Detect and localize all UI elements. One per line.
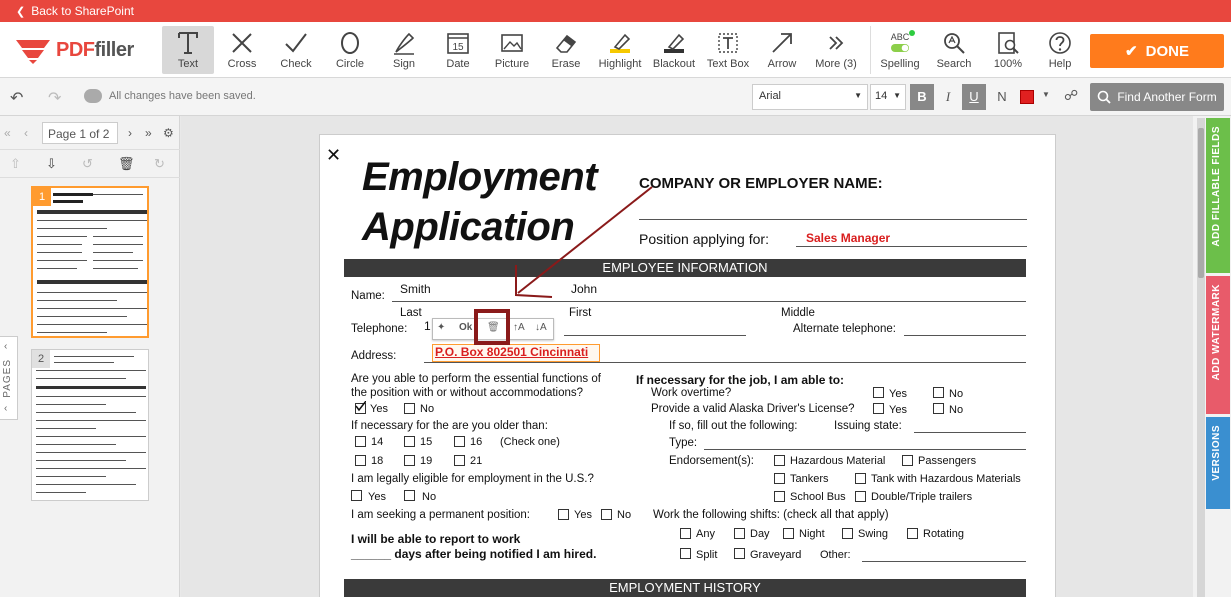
move-page-up-icon[interactable]: ⇧ — [10, 156, 21, 171]
label-age: 21 — [470, 455, 483, 467]
checkbox-shift-graveyard[interactable] — [734, 548, 745, 559]
logo-mark-icon — [14, 36, 52, 64]
company-label: COMPANY OR EMPLOYER NAME: — [639, 175, 883, 192]
address-value: P.O. Box 802501 Cincinnati — [435, 345, 589, 359]
checkbox-age-18[interactable] — [355, 455, 366, 466]
label-yes: Yes — [889, 388, 907, 400]
thumb-text — [37, 260, 87, 261]
thumb-text — [53, 200, 83, 203]
q-eligible: I am legally eligible for employment in the U.S.? — [351, 473, 594, 485]
thumb-text — [37, 316, 127, 317]
tool-date-label: Date — [446, 58, 470, 70]
tool-spelling[interactable] — [874, 26, 926, 74]
label-endorsement: Tankers — [790, 473, 829, 485]
thumb-section — [37, 280, 147, 284]
page-label: Page 1 of 2 — [48, 127, 110, 141]
thumb-text — [37, 244, 82, 245]
tool-zoom[interactable] — [982, 26, 1034, 74]
label-no: No — [420, 403, 435, 415]
label-age: 15 — [420, 436, 433, 448]
dropdown-arrow-icon: ▼ — [854, 91, 862, 100]
tab-add-fillable-fields-label: ADD FILLABLE FIELDS — [1211, 126, 1222, 247]
label-no: No — [949, 404, 964, 416]
thumb-section — [37, 210, 147, 214]
tool-check-label: Check — [280, 58, 312, 70]
save-status-text: All changes have been saved. — [109, 90, 256, 102]
checkbox-age-21[interactable] — [454, 455, 465, 466]
checkbox-eligible-yes[interactable] — [351, 490, 362, 501]
label-age: 18 — [371, 455, 384, 467]
page-number-field[interactable] — [42, 122, 118, 144]
chat-bubble-icon — [84, 89, 102, 103]
last-label: Last — [400, 307, 422, 319]
chevron-left-icon: ❮ — [16, 5, 26, 18]
tool-circle-label: Circle — [335, 58, 365, 70]
label-yes: Yes — [368, 491, 386, 503]
checkbox-shift-day[interactable] — [734, 528, 745, 539]
thumb-text — [36, 444, 116, 445]
text-box-icon — [715, 30, 741, 56]
tool-cross[interactable] — [216, 26, 268, 74]
q-job-able: If necessary for the job, I am able to: — [636, 373, 845, 387]
highlighter-icon — [607, 30, 633, 56]
circle-icon — [337, 30, 363, 56]
checkbox-essential-no[interactable] — [404, 403, 415, 414]
find-another-form-button[interactable] — [1090, 83, 1224, 111]
middle-label: Middle — [781, 307, 815, 319]
label-shift: Swing — [858, 528, 888, 540]
label-endorsement: Tank with Hazardous Materials — [871, 473, 1021, 485]
tool-search-label: Search — [936, 58, 972, 70]
italic-button[interactable]: I — [945, 89, 951, 104]
main-toolbar — [0, 22, 1231, 78]
cross-icon — [229, 30, 255, 56]
thumb-text — [54, 356, 134, 357]
checkbox-license-yes[interactable] — [873, 403, 884, 414]
gear-icon[interactable]: ⚙ — [163, 126, 174, 140]
position-value[interactable]: Sales Manager — [806, 231, 891, 245]
eraser-icon — [553, 30, 579, 56]
back-label: Back to SharePoint — [31, 4, 134, 18]
normal-button[interactable]: N — [997, 89, 1007, 104]
tool-picture[interactable] — [486, 26, 538, 74]
tool-highlight[interactable] — [594, 26, 646, 74]
tool-help-label: Help — [1048, 58, 1072, 70]
telephone-label: Telephone: — [351, 323, 408, 335]
pages-panel-toggle[interactable] — [0, 336, 18, 420]
double-chevron-icon — [823, 30, 849, 56]
calendar-icon — [445, 30, 471, 56]
label-shift: Any — [696, 528, 715, 540]
checkbox-school-bus[interactable] — [774, 491, 785, 502]
thumb-text — [37, 236, 87, 237]
label-endorsement: Hazardous Material — [790, 455, 886, 467]
other-label: Other: — [820, 549, 851, 561]
pages-panel — [0, 116, 180, 597]
q-overtime: Work overtime? — [651, 387, 732, 399]
thumb-text — [36, 428, 96, 429]
checkbox-overtime-yes[interactable] — [873, 387, 884, 398]
label-age: 16 — [470, 436, 483, 448]
tool-help[interactable] — [1034, 26, 1086, 74]
checkbox-shift-swing[interactable] — [842, 528, 853, 539]
thumb-text — [36, 370, 146, 371]
close-icon[interactable]: ✕ — [326, 145, 342, 165]
tool-highlight-label: Highlight — [598, 58, 642, 70]
thumb-text — [36, 412, 136, 413]
thumb-text — [37, 300, 117, 301]
last-page-icon[interactable]: » — [145, 126, 152, 140]
label-shift: Rotating — [923, 528, 964, 540]
checkbox-age-19[interactable] — [404, 455, 415, 466]
label-age: 19 — [420, 455, 433, 467]
thumb-text — [36, 484, 136, 485]
checkbox-permanent-yes[interactable] — [558, 509, 569, 520]
tab-add-watermark[interactable] — [1206, 276, 1230, 414]
color-dropdown-icon[interactable]: ▼ — [1042, 90, 1050, 99]
thumb-text — [93, 194, 143, 195]
thumb-text — [37, 308, 147, 309]
tool-text-box-label: Text Box — [706, 58, 750, 70]
last-name-value[interactable]: Smith — [400, 282, 431, 296]
label-shift: Graveyard — [750, 549, 802, 561]
thumb-text — [54, 362, 114, 363]
redo-icon[interactable]: ↷ — [48, 90, 62, 107]
search-icon — [1097, 90, 1111, 104]
first-name-value[interactable]: John — [571, 282, 598, 296]
thumb-text — [93, 260, 143, 261]
thumb-text — [93, 252, 133, 253]
dropdown-arrow-icon: ▼ — [893, 91, 901, 100]
thumb-text — [37, 324, 147, 325]
tool-text-box[interactable] — [702, 26, 754, 74]
thumb-section — [36, 386, 146, 389]
trash-icon[interactable]: 🗑 — [487, 322, 500, 333]
font-size-select[interactable] — [870, 84, 906, 110]
tool-text-label: Text — [177, 58, 199, 70]
tool-arrow[interactable] — [756, 26, 808, 74]
checkbox-shift-any[interactable] — [680, 528, 691, 539]
arrow-icon — [769, 30, 795, 56]
underline-button[interactable]: U — [962, 84, 986, 110]
text-color-swatch[interactable] — [1020, 90, 1034, 104]
link-icon[interactable]: ☍ — [1064, 87, 1079, 103]
svg-text:ABC: ABC — [890, 32, 910, 42]
thumb-text — [36, 436, 146, 437]
name-label: Name: — [351, 290, 385, 302]
checkbox-permanent-no[interactable] — [601, 509, 612, 520]
document-canvas — [181, 116, 1193, 597]
label-endorsement: Passengers — [918, 455, 977, 467]
thumb-text — [93, 236, 143, 237]
increase-font-icon[interactable]: ↑A — [513, 322, 525, 333]
thumb-text — [53, 193, 93, 196]
chevron-left-icon: ‹ — [4, 403, 8, 414]
tool-more-label: More (3) — [815, 58, 857, 70]
save-status — [84, 89, 256, 103]
chevron-left-icon: ‹ — [4, 341, 8, 352]
checkbox-age-14[interactable] — [355, 436, 366, 447]
label-age: 14 — [371, 436, 384, 448]
ok-button[interactable]: Ok — [459, 322, 473, 333]
tool-sign[interactable] — [378, 26, 430, 74]
q-license: Provide a valid Alaska Driver's License? — [651, 403, 855, 415]
tool-spelling-label: Spelling — [880, 58, 920, 70]
picture-icon — [499, 30, 525, 56]
vertical-scrollbar[interactable] — [1197, 118, 1205, 597]
thumb-text — [37, 228, 107, 229]
issuing-state-field-line — [914, 432, 1026, 433]
thumb-text — [36, 396, 146, 397]
tab-add-watermark-label: ADD WATERMARK — [1211, 284, 1222, 381]
q-older-than: If necessary for the are you older than: — [351, 420, 548, 432]
q-permanent: I am seeking a permanent position: — [351, 509, 530, 521]
page-thumbnail[interactable] — [31, 349, 149, 501]
thumb-text — [36, 452, 146, 453]
find-another-form-label: Find Another Form — [1117, 90, 1217, 104]
document-page[interactable] — [319, 134, 1056, 597]
label-endorsement: Double/Triple trailers — [871, 491, 973, 503]
refresh-icon[interactable]: ↻ — [154, 156, 165, 171]
thumb-text — [36, 420, 146, 421]
label-check-one: (Check one) — [500, 436, 560, 448]
page-tools — [0, 150, 180, 178]
done-button[interactable] — [1090, 34, 1224, 68]
move-page-down-icon[interactable]: ⇩ — [46, 156, 57, 171]
other-field-line — [862, 561, 1026, 562]
type-field-line — [704, 449, 1026, 450]
check-icon — [283, 30, 309, 56]
tool-text[interactable] — [162, 26, 214, 74]
thumb-text — [37, 252, 82, 253]
thumb-text — [36, 378, 126, 379]
alt-telephone-label: Alternate telephone: — [793, 323, 896, 335]
tool-date[interactable] — [432, 26, 484, 74]
checkbox-essential-yes[interactable] — [355, 403, 366, 414]
checkbox-overtime-no[interactable] — [933, 387, 944, 398]
tool-erase[interactable] — [540, 26, 592, 74]
q-if-so: If so, fill out the following: — [669, 420, 798, 432]
position-label: Position applying for: — [639, 231, 769, 247]
tool-circle[interactable] — [324, 26, 376, 74]
checkbox-tankers[interactable] — [774, 473, 785, 484]
employee-info-header: EMPLOYEE INFORMATION — [344, 259, 1026, 277]
q-essential-functions: Are you able to perform the essential functions of — [351, 373, 601, 385]
thumb-text — [93, 268, 138, 269]
prev-page-icon[interactable]: ‹ — [24, 126, 28, 140]
tool-cross-label: Cross — [227, 58, 257, 70]
bold-button[interactable]: B — [910, 84, 934, 110]
thumb-text — [36, 460, 126, 461]
checkmark-icon — [355, 401, 366, 412]
endorsements-label: Endorsement(s): — [669, 455, 755, 467]
font-family-select[interactable] — [752, 84, 868, 110]
shifts-label: Work the following shifts: (check all that apply) — [653, 509, 889, 521]
q-essential-functions-2: the position with or without accommodations? — [351, 387, 584, 399]
label-yes: Yes — [370, 403, 388, 415]
thumbnail-number: 2 — [32, 350, 50, 368]
tool-arrow-label: Arrow — [767, 58, 797, 70]
q-report-to-work: I will be able to report to work — [351, 532, 521, 546]
thumb-text — [37, 332, 107, 333]
checkbox-age-16[interactable] — [454, 436, 465, 447]
font-size-value: 14 — [875, 90, 888, 102]
type-label: Type: — [669, 437, 698, 449]
label-no: No — [949, 388, 964, 400]
label-endorsement: School Bus — [790, 491, 846, 503]
font-family-value: Arial — [759, 90, 782, 102]
tab-add-fillable-fields[interactable] — [1206, 118, 1230, 273]
pen-icon — [391, 30, 417, 56]
thumbnail-number: 1 — [33, 188, 51, 206]
tool-zoom-label: 100% — [993, 58, 1023, 70]
label-no: No — [617, 509, 632, 521]
issuing-state-label: Issuing state: — [834, 420, 902, 432]
thumb-text — [36, 476, 106, 477]
checkbox-tank-hazardous[interactable] — [855, 473, 866, 484]
tool-picture-label: Picture — [494, 58, 530, 70]
q-report-days: ______ days after being notified I am hired. — [351, 547, 597, 561]
thumb-text — [36, 468, 146, 469]
blackout-icon — [661, 30, 687, 56]
checkbox-passengers[interactable] — [902, 455, 913, 466]
thumb-text — [36, 404, 106, 405]
thumb-text — [37, 220, 147, 221]
address-label: Address: — [351, 350, 397, 362]
checkbox-age-15[interactable] — [404, 436, 415, 447]
checkbox-shift-split[interactable] — [680, 548, 691, 559]
employment-history-header: EMPLOYMENT HISTORY — [344, 579, 1026, 597]
checkbox-shift-rotating[interactable] — [907, 528, 918, 539]
checkbox-shift-night[interactable] — [783, 528, 794, 539]
done-label: DONE — [1145, 42, 1189, 60]
checkbox-hazardous-material[interactable] — [774, 455, 785, 466]
search-icon — [941, 30, 967, 56]
checkbox-eligible-no[interactable] — [404, 490, 415, 501]
toolbar-divider — [870, 26, 871, 74]
first-label: First — [569, 307, 592, 319]
tool-search[interactable] — [928, 26, 980, 74]
label-no: No — [422, 491, 437, 503]
svg-text:15: 15 — [452, 42, 464, 53]
zoom-icon — [995, 30, 1021, 56]
page-navigator — [0, 116, 180, 150]
move-field-icon[interactable]: ✦ — [437, 322, 446, 333]
tool-more[interactable] — [810, 26, 862, 74]
back-to-sharepoint-link[interactable] — [0, 0, 1231, 22]
scrollbar-thumb[interactable] — [1198, 128, 1204, 278]
thumb-text — [37, 268, 77, 269]
telephone-value[interactable]: 1 — [424, 319, 431, 333]
checkbox-license-no[interactable] — [933, 403, 944, 414]
form-title-line1: Employment — [362, 155, 598, 199]
decrease-font-icon[interactable]: ↓A — [535, 322, 547, 333]
thumb-text — [37, 292, 147, 293]
spelling-toggle-icon — [885, 30, 915, 56]
pdffiller-logo — [14, 36, 134, 64]
form-title-line2: Application — [362, 205, 575, 249]
thumb-text — [93, 244, 143, 245]
text-icon — [175, 30, 201, 56]
help-icon — [1047, 30, 1073, 56]
next-page-icon[interactable]: › — [128, 126, 132, 140]
label-shift: Night — [799, 528, 825, 540]
page-thumbnail[interactable] — [31, 186, 149, 338]
label-yes: Yes — [889, 404, 907, 416]
rotate-page-icon[interactable]: ↺ — [82, 156, 93, 171]
format-bar — [0, 78, 1231, 116]
tool-blackout[interactable] — [648, 26, 700, 74]
logo-text: PDFfiller — [56, 38, 134, 61]
delete-page-icon[interactable]: 🗑 — [118, 156, 135, 171]
first-page-icon[interactable]: « — [4, 126, 11, 140]
label-shift: Split — [696, 549, 718, 561]
undo-icon[interactable]: ↶ — [10, 90, 24, 107]
label-yes: Yes — [574, 509, 592, 521]
tab-versions-label: VERSIONS — [1211, 425, 1222, 481]
thumb-text — [36, 492, 86, 493]
checkbox-double-triple[interactable] — [855, 491, 866, 502]
checkmark-icon: ✔ — [1125, 43, 1138, 60]
tool-blackout-label: Blackout — [652, 58, 696, 70]
tool-sign-label: Sign — [392, 58, 416, 70]
tab-versions[interactable] — [1206, 417, 1230, 509]
tool-check[interactable] — [270, 26, 322, 74]
tool-erase-label: Erase — [551, 58, 581, 70]
pages-tab-label: PAGES — [2, 359, 13, 398]
label-shift: Day — [750, 528, 770, 540]
